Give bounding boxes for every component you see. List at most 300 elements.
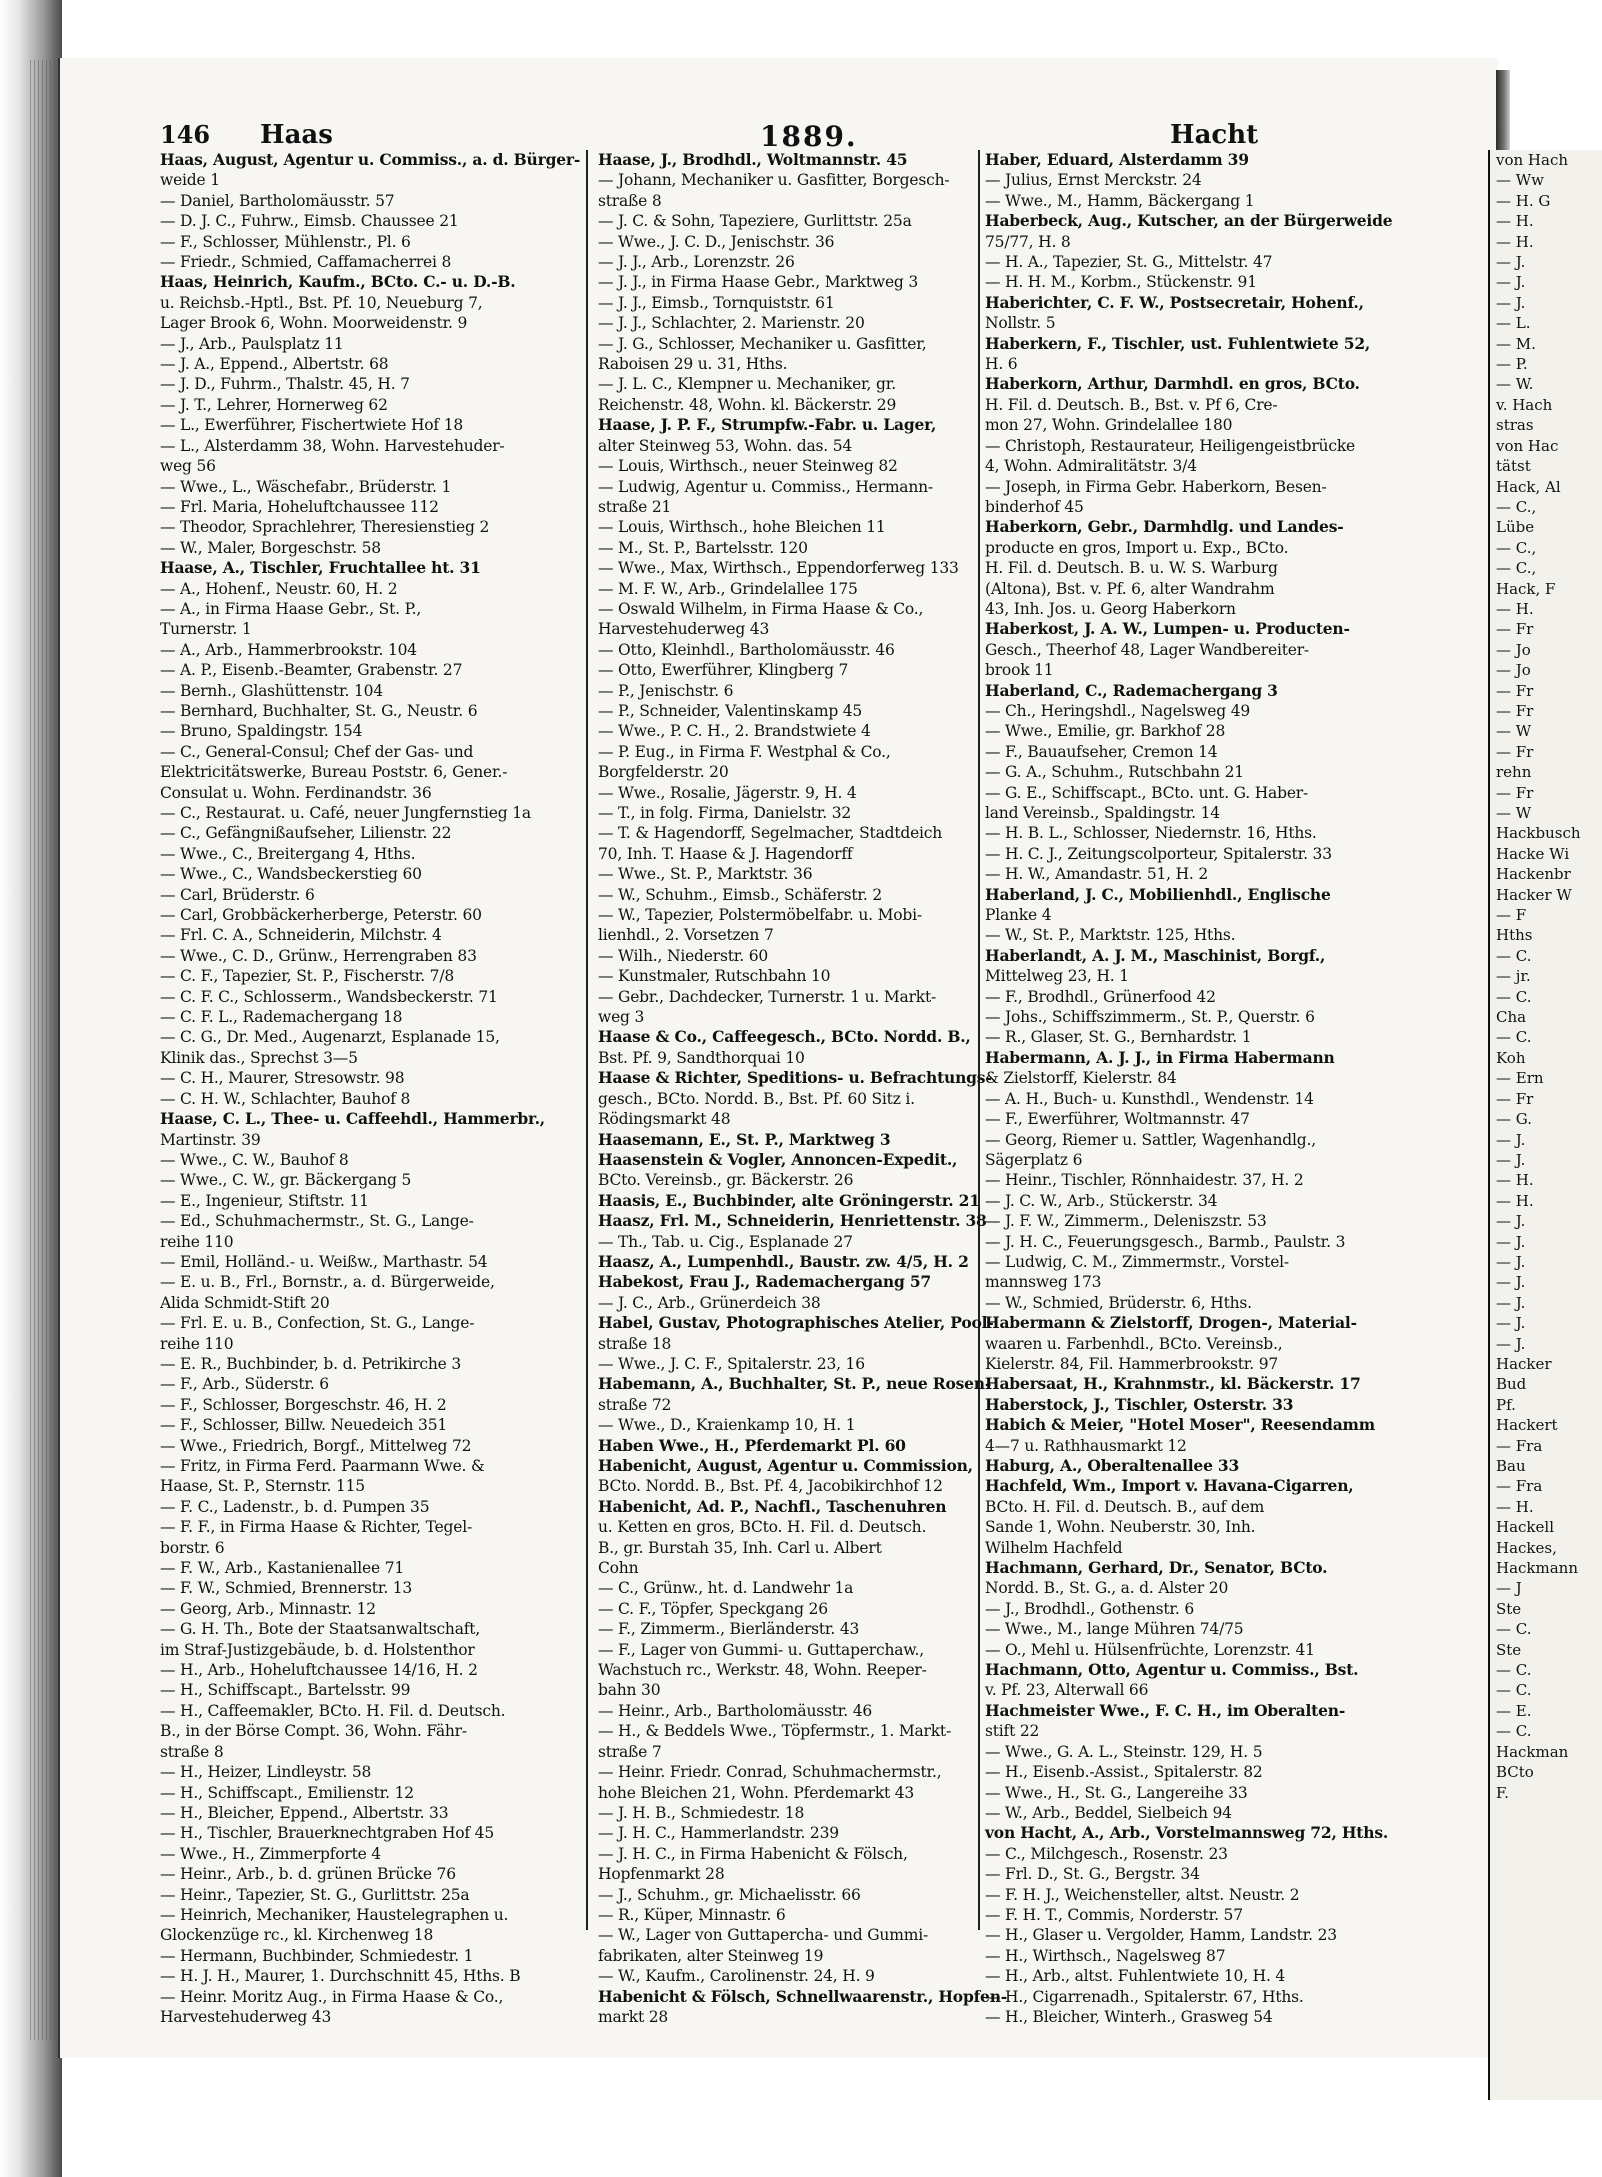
directory-entry-line: Haase, J. P. F., Strumpfw.-Fabr. u. Lager,	[598, 415, 937, 435]
directory-entry-line: — J. G., Schlosser, Mechaniker u. Gasfitter,	[598, 334, 927, 353]
adjacent-page-line: — M.	[1496, 334, 1536, 353]
book-spine-shadow	[0, 0, 62, 2177]
directory-entry-line: — G. A., Schuhm., Rutschbahn 21	[985, 763, 1244, 782]
directory-entry-line: gesch., BCto. Nordd. B., Bst. Pf. 60 Sitz i.	[598, 1089, 915, 1108]
directory-entry-line: straße 7	[598, 1742, 662, 1761]
directory-entry-line: Haberland, C., Rademachergang 3	[985, 680, 1278, 700]
adjacent-page-line: — C.	[1496, 1722, 1532, 1741]
directory-entry-line: alter Steinweg 53, Wohn. das. 54	[598, 436, 853, 455]
directory-entry-line: — Louis, Wirthsch., hohe Bleichen 11	[598, 518, 886, 537]
column-divider	[586, 150, 588, 1930]
directory-entry-line: — Wwe., D., Kraienkamp 10, H. 1	[598, 1416, 856, 1435]
adjacent-page-line: Cha	[1496, 1008, 1527, 1027]
directory-entry-line: Haas, August, Agentur u. Commiss., a. d. Bürger-	[160, 150, 581, 169]
directory-entry-line: — Gebr., Dachdecker, Turnerstr. 1 u. Markt-	[598, 987, 937, 1006]
adjacent-page-line: — H. G	[1496, 191, 1551, 210]
directory-entry-line: — H., Bleicher, Eppend., Albertstr. 33	[160, 1803, 449, 1822]
directory-entry-line: markt 28	[598, 2007, 669, 2026]
directory-column-1	[160, 150, 581, 2026]
directory-entry-line: — Wwe., H., Zimmerpforte 4	[160, 1844, 381, 1863]
directory-entry-line: — H., Caffeemakler, BCto. H. Fil. d. Deutsch.	[160, 1701, 506, 1720]
directory-entry-line: Haburg, A., Oberaltenallee 33	[985, 1456, 1240, 1475]
adjacent-page-line: — G.	[1496, 1110, 1532, 1129]
directory-entry-line: — C., General-Consul; Chef der Gas- und	[160, 742, 474, 761]
directory-entry-line: — E. R., Buchbinder, b. d. Petrikirche 3	[160, 1354, 462, 1373]
adjacent-page-line: Bau	[1496, 1457, 1526, 1475]
adjacent-page-line: — H.	[1496, 1171, 1534, 1190]
directory-entry-line: Haasz, Frl. M., Schneiderin, Henriettenstr. 38	[598, 1211, 987, 1231]
adjacent-page-line: Hack, Al	[1496, 477, 1561, 496]
adjacent-page-line: Pf.	[1496, 1395, 1516, 1414]
directory-entry-line: stift 22	[985, 1722, 1040, 1741]
directory-entry-line: — F. W., Schmied, Brennerstr. 13	[160, 1579, 413, 1598]
directory-entry-line: — Hermann, Buchbinder, Schmiedestr. 1	[160, 1946, 474, 1965]
directory-entry-line: — Heinr., Arb., Bartholomäusstr. 46	[598, 1701, 873, 1720]
directory-entry-line: — J. J., in Firma Haase Gebr., Marktweg 3	[598, 273, 919, 292]
directory-entry-line: — F., Schlosser, Mühlenstr., Pl. 6	[160, 232, 411, 251]
adjacent-page-line: Koh	[1496, 1048, 1526, 1067]
directory-entry-line: — G. E., Schiffscapt., BCto. unt. G. Haber-	[985, 783, 1309, 802]
directory-entry-line: Sande 1, Wohn. Neuberstr. 30, Inh.	[985, 1518, 1256, 1537]
directory-entry-line: — J. F. W., Zimmerm., Deleniszstr. 53	[985, 1212, 1267, 1231]
directory-entry-line: weg 3	[598, 1008, 645, 1027]
directory-entry-line: Haase, J., Brodhdl., Woltmannstr. 45	[598, 150, 908, 169]
directory-entry-line: — Ludwig, Agentur u. Commiss., Hermann-	[598, 477, 933, 496]
directory-entry-line: B., gr. Burstah 35, Inh. Carl u. Albert	[598, 1538, 882, 1557]
directory-entry-line: — E. u. B., Frl., Bornstr., a. d. Bürgerweide,	[160, 1273, 495, 1292]
directory-entry-line: Haberlandt, A. J. M., Maschinist, Borgf.,	[985, 945, 1326, 965]
directory-entry-line: — F., Bauaufseher, Cremon 14	[985, 742, 1218, 761]
directory-entry-line: — J. H. B., Schmiedestr. 18	[598, 1803, 805, 1822]
directory-entry-line: — H., Arb., altst. Fuhlentwiete 10, H. 4	[985, 1967, 1286, 1986]
directory-entry-line: — J. J., Eimsb., Tornquiststr. 61	[598, 293, 835, 312]
adjacent-page-line: Hackmann	[1496, 1559, 1579, 1578]
adjacent-page-line: — H.	[1496, 1191, 1534, 1210]
directory-entry-line: — H., Wirthsch., Nagelsweg 87	[985, 1946, 1226, 1965]
adjacent-page-line: — Fr	[1496, 701, 1534, 720]
adjacent-page-line: — L.	[1496, 314, 1531, 333]
directory-entry-line: bahn 30	[598, 1681, 661, 1700]
adjacent-page-line: — Fra	[1496, 1436, 1543, 1455]
adjacent-page-line: — H.	[1496, 232, 1534, 251]
directory-entry-line: — Wwe., L., Wäschefabr., Brüderstr. 1	[160, 477, 452, 496]
directory-entry-line: — H. W., Amandastr. 51, H. 2	[985, 865, 1209, 884]
directory-entry-line: — Wwe., J. C. D., Jenischstr. 36	[598, 232, 835, 251]
directory-entry-line: — F. C., Ladenstr., b. d. Pumpen 35	[160, 1497, 430, 1516]
directory-entry-line: Habemann, A., Buchhalter, St. P., neue Rosen-	[598, 1374, 992, 1394]
directory-entry-line: — O., Mehl u. Hülsenfrüchte, Lorenzstr. 41	[985, 1640, 1315, 1659]
directory-entry-line: — Frl. Maria, Hoheluftchaussee 112	[160, 497, 439, 516]
directory-entry-line: 43, Inh. Jos. u. Georg Haberkorn	[985, 599, 1236, 618]
directory-entry-line: — Bernh., Glashüttenstr. 104	[160, 681, 383, 700]
directory-entry-line: 4—7 u. Rathhausmarkt 12	[985, 1436, 1187, 1455]
directory-entry-line: Wachstuch rc., Werkstr. 48, Wohn. Reeper-	[598, 1661, 927, 1680]
adjacent-page-line: — F	[1496, 906, 1527, 925]
directory-entry-line: — Otto, Ewerführer, Klingberg 7	[598, 661, 849, 680]
adjacent-page-line: — J.	[1496, 1212, 1526, 1231]
directory-entry-line: — Fritz, in Firma Ferd. Paarmann Wwe. &	[160, 1457, 485, 1475]
adjacent-page-line: — Fr	[1496, 742, 1534, 761]
directory-entry-line: — F., Ewerführer, Woltmannstr. 47	[985, 1110, 1250, 1129]
adjacent-page-line: BCto	[1496, 1763, 1534, 1782]
directory-entry-line: Haben Wwe., H., Pferdemarkt Pl. 60	[598, 1435, 906, 1455]
directory-entry-line: — Ludwig, C. M., Zimmermstr., Vorstel-	[985, 1252, 1289, 1271]
adjacent-page-line: — Jo	[1496, 661, 1531, 680]
directory-entry-line: Wilhelm Hachfeld	[985, 1538, 1123, 1557]
directory-entry-line: — H., Bleicher, Winterh., Grasweg 54	[985, 2007, 1273, 2026]
directory-entry-line: — D. J. C., Fuhrw., Eimsb. Chaussee 21	[160, 212, 459, 231]
directory-entry-line: — P., Jenischstr. 6	[598, 681, 734, 700]
directory-entry-line: — C., Milchgesch., Rosenstr. 23	[985, 1844, 1228, 1863]
directory-entry-line: Habenicht & Fölsch, Schnellwaarenstr., Hopfen-	[598, 1986, 1008, 2006]
directory-entry-line: Rödingsmarkt 48	[598, 1110, 731, 1129]
directory-entry-line: Haase, C. L., Thee- u. Caffeehdl., Hammerbr.,	[160, 1109, 545, 1129]
adjacent-page-line: Hackert	[1496, 1416, 1558, 1435]
directory-entry-line: Haberkorn, Gebr., Darmhdlg. und Landes-	[985, 517, 1344, 537]
adjacent-page-line: von Hach	[1496, 151, 1569, 169]
directory-entry-line: — Christoph, Restaurateur, Heiligengeistbrücke	[985, 436, 1355, 455]
directory-entry-line: Haase & Co., Caffeegesch., BCto. Nordd. B.,	[598, 1027, 971, 1047]
directory-entry-line: Planke 4	[985, 906, 1052, 925]
directory-entry-line: — C. H., Maurer, Stresowstr. 98	[160, 1069, 405, 1088]
adjacent-page-line: — C.	[1496, 987, 1532, 1006]
directory-entry-line: — H., Arb., Hoheluftchaussee 14/16, H. 2	[160, 1661, 478, 1680]
directory-entry-line: Hachfeld, Wm., Import v. Havana-Cigarren,	[985, 1476, 1354, 1496]
adjacent-page-line: — J.	[1496, 1334, 1526, 1353]
directory-entry-line: — G. H. Th., Bote der Staatsanwaltschaft,	[160, 1620, 481, 1639]
adjacent-page-line: — Fr	[1496, 783, 1534, 802]
directory-entry-line: — Theodor, Sprachlehrer, Theresienstieg 2	[160, 518, 490, 537]
directory-entry-line: — W., Tapezier, Polstermöbelfabr. u. Mobi-	[598, 906, 922, 925]
directory-entry-line: — H., Eisenb.-Assist., Spitalerstr. 82	[985, 1763, 1263, 1782]
directory-entry-line: — J. H. C., Hammerlandstr. 239	[598, 1824, 839, 1843]
directory-entry-line: — L., Alsterdamm 38, Wohn. Harvestehuder-	[160, 436, 505, 455]
adjacent-page-line: — J.	[1496, 253, 1526, 272]
adjacent-page-line: — J.	[1496, 273, 1526, 292]
directory-entry-line: — Heinr. Friedr. Conrad, Schuhmachermstr.,	[598, 1763, 942, 1782]
directory-entry-line: Haberbeck, Aug., Kutscher, an der Bürgerweide	[985, 211, 1393, 231]
directory-entry-line: & Zielstorff, Kielerstr. 84	[985, 1069, 1177, 1088]
adjacent-page-line: — C.	[1496, 1028, 1532, 1047]
directory-entry-line: — Heinrich, Mechaniker, Haustelegraphen u.	[160, 1905, 509, 1924]
directory-entry-line: — H., Glaser u. Vergolder, Hamm, Landstr. 23	[985, 1926, 1337, 1945]
adjacent-page-line: — W	[1496, 722, 1532, 741]
directory-entry-line: Consulat u. Wohn. Ferdinandstr. 36	[160, 783, 432, 802]
adjacent-page-line: — H.	[1496, 1497, 1534, 1516]
directory-entry-line: — H., Schiffscapt., Emilienstr. 12	[160, 1783, 414, 1802]
directory-entry-line: — H., Schiffscapt., Bartelsstr. 99	[160, 1681, 411, 1700]
directory-entry-line: — Wwe., C. D., Grünw., Herrengraben 83	[160, 946, 477, 965]
directory-entry-line: mannsweg 173	[985, 1273, 1102, 1292]
adjacent-page-line: Hths	[1496, 926, 1533, 945]
directory-entry-line: Haberkorn, Arthur, Darmhdl. en gros, BCto.	[985, 374, 1360, 394]
directory-entry-line: Borgfelderstr. 20	[598, 763, 729, 782]
directory-entry-line: — W., Arb., Beddel, Sielbeich 94	[985, 1803, 1232, 1822]
directory-entry-line: fabrikaten, alter Steinweg 19	[598, 1946, 824, 1965]
adjacent-page-line: — Fr	[1496, 681, 1534, 700]
directory-entry-line: v. Pf. 23, Alterwall 66	[985, 1681, 1149, 1700]
directory-entry-line: — F., Arb., Süderstr. 6	[160, 1375, 329, 1394]
directory-entry-line: — M. F. W., Arb., Grindelallee 175	[598, 579, 858, 598]
adjacent-page-line: — J.	[1496, 1150, 1526, 1169]
adjacent-page-line: — J.	[1496, 1232, 1526, 1251]
directory-entry-line: straße 8	[160, 1742, 224, 1761]
adjacent-page-line: Hacker W	[1496, 885, 1572, 904]
page-number: 146	[160, 120, 211, 149]
directory-entry-line: lienhdl., 2. Vorsetzen 7	[598, 926, 774, 945]
directory-column-3	[985, 150, 1393, 2026]
adjacent-page-line: — Fra	[1496, 1477, 1543, 1496]
adjacent-page-line: von Hac	[1496, 436, 1559, 455]
adjacent-page-line: tätst	[1496, 457, 1531, 476]
directory-entry-line: Cohn	[598, 1559, 639, 1578]
directory-entry-line: — C. F. C., Schlosserm., Wandsbeckerstr. 71	[160, 987, 498, 1006]
directory-entry-line: — A., Arb., Hammerbrookstr. 104	[160, 640, 417, 659]
directory-entry-line: Alida Schmidt-Stift 20	[160, 1293, 330, 1312]
directory-entry-line: — J., Arb., Paulsplatz 11	[160, 334, 344, 353]
adjacent-page-line: — J	[1496, 1579, 1522, 1598]
directory-entry-line: Elektricitätswerke, Bureau Poststr. 6, Gener.-	[160, 763, 508, 782]
directory-entry-line: — Wwe., H., St. G., Langereihe 33	[985, 1783, 1248, 1802]
directory-entry-line: — C., Restaurat. u. Café, neuer Jungfernstieg 1a	[160, 804, 531, 822]
directory-entry-line: — Joseph, in Firma Gebr. Haberkorn, Besen-	[985, 477, 1327, 496]
directory-entry-line: hohe Bleichen 21, Wohn. Pferdemarkt 43	[598, 1783, 915, 1802]
directory-entry-line: — C. F., Tapezier, St. P., Fischerstr. 7/8	[160, 967, 455, 986]
adjacent-page-line: Hackell	[1496, 1518, 1554, 1537]
directory-entry-line: — Wilh., Niederstr. 60	[598, 946, 769, 965]
directory-entry-line: Mittelweg 23, H. 1	[985, 967, 1129, 986]
directory-entry-line: — Oswald Wilhelm, in Firma Haase & Co.,	[598, 599, 924, 618]
directory-entry-line: — R., Glaser, St. G., Bernhardstr. 1	[985, 1028, 1252, 1047]
directory-entry-line: Harvestehuderweg 43	[598, 620, 770, 639]
directory-entry-line: — Carl, Grobbäckerherberge, Peterstr. 60	[160, 906, 482, 925]
directory-entry-line: Haasz, A., Lumpenhdl., Baustr. zw. 4/5, H. 2	[598, 1251, 969, 1271]
directory-entry-line: — Th., Tab. u. Cig., Esplanade 27	[598, 1232, 853, 1251]
adjacent-page-line: Lübe	[1496, 518, 1535, 537]
directory-entry-line: — J. H. C., Feuerungsgesch., Barmb., Paulstr. 3	[985, 1232, 1346, 1251]
adjacent-page-line: Hackbusch	[1496, 824, 1581, 843]
adjacent-page-line: — J.	[1496, 1273, 1526, 1292]
directory-entry-line: — H. H. M., Korbm., Stückenstr. 91	[985, 273, 1257, 292]
directory-entry-line: — Wwe., Emilie, gr. Barkhof 28	[985, 722, 1226, 741]
adjacent-page-line: — C.	[1496, 1661, 1532, 1680]
adjacent-page-line: — Fr	[1496, 1089, 1534, 1108]
directory-entry-line: straße 8	[598, 191, 662, 210]
adjacent-page-line: stras	[1496, 416, 1534, 435]
directory-entry-line: Hachmann, Otto, Agentur u. Commiss., Bst.	[985, 1660, 1359, 1680]
directory-entry-line: Kielerstr. 84, Fil. Hammerbrookstr. 97	[985, 1354, 1279, 1373]
adjacent-page-line: — C.	[1496, 1620, 1532, 1639]
adjacent-page-line: Hackes,	[1496, 1538, 1557, 1557]
directory-entry-line: — Ch., Heringshdl., Nagelsweg 49	[985, 701, 1251, 720]
directory-entry-line: — J. C., Arb., Grünerdeich 38	[598, 1293, 821, 1312]
directory-entry-line: Haas, Heinrich, Kaufm., BCto. C.- u. D.-B.	[160, 272, 516, 292]
directory-entry-line: Hachmeister Wwe., F. C. H., im Oberalten-	[985, 1700, 1346, 1720]
adjacent-page-line: Ste	[1496, 1599, 1522, 1618]
directory-entry-line: Harvestehuderweg 43	[160, 2007, 332, 2026]
directory-entry-line: — Johann, Mechaniker u. Gasfitter, Borgesch-	[598, 171, 950, 190]
directory-entry-line: — Wwe., Rosalie, Jägerstr. 9, H. 4	[598, 783, 857, 802]
directory-entry-line: Klinik das., Sprechst 3—5	[160, 1048, 358, 1067]
directory-entry-line: Habermann, A. J. J., in Firma Habermann	[985, 1047, 1335, 1067]
directory-entry-line: — Heinr., Tischler, Rönnhaidestr. 37, H. 2	[985, 1171, 1304, 1190]
directory-entry-line: — Wwe., Max, Wirthsch., Eppendorferweg 133	[598, 559, 959, 578]
directory-entry-line: — A. H., Buch- u. Kunsthdl., Wendenstr. 14	[985, 1089, 1314, 1108]
adjacent-page-line: v. Hach	[1496, 395, 1553, 414]
adjacent-page-line: F.	[1496, 1783, 1509, 1802]
directory-entry-line: — H. J. H., Maurer, 1. Durchschnitt 45, Hths. B	[160, 1967, 521, 1986]
directory-entry-line: H. Fil. d. Deutsch. B. u. W. S. Warburg	[985, 559, 1278, 578]
directory-entry-line: waaren u. Farbenhdl., BCto. Vereinsb.,	[985, 1334, 1283, 1353]
directory-entry-line: Haasemann, E., St. P., Marktweg 3	[598, 1129, 891, 1149]
header-year: 1889.	[760, 120, 858, 153]
directory-entry-line: — M., St. P., Bartelsstr. 120	[598, 538, 808, 557]
directory-entry-line: — Julius, Ernst Merckstr. 24	[985, 171, 1202, 190]
adjacent-page-line: — C.,	[1496, 538, 1537, 557]
directory-entry-line: — P., Schneider, Valentinskamp 45	[598, 701, 863, 720]
directory-entry-line: Bst. Pf. 9, Sandthorquai 10	[598, 1048, 805, 1067]
adjacent-page-line: Hacke Wi	[1496, 844, 1570, 863]
directory-entry-line: straße 21	[598, 497, 672, 516]
directory-entry-line: (Altona), Bst. v. Pf. 6, alter Wandrahm	[985, 579, 1275, 598]
adjacent-page-line: Ste	[1496, 1640, 1522, 1659]
directory-entry-line: — Wwe., C., Breitergang 4, Hths.	[160, 844, 416, 863]
adjacent-page-line: — P.	[1496, 355, 1528, 374]
adjacent-page-line: — C.,	[1496, 497, 1537, 516]
directory-entry-line: — F. H. T., Commis, Norderstr. 57	[985, 1905, 1243, 1924]
directory-entry-line: Haase, A., Tischler, Fruchtallee ht. 31	[160, 558, 481, 578]
adjacent-page-line: — J.	[1496, 1252, 1526, 1271]
directory-entry-line: — H., Heizer, Lindleystr. 58	[160, 1763, 372, 1782]
directory-entry-line: — Ed., Schuhmachermstr., St. G., Lange-	[160, 1212, 474, 1231]
directory-entry-line: — W., St. P., Marktstr. 125, Hths.	[985, 926, 1236, 945]
directory-entry-line: — Wwe., G. A. L., Steinstr. 129, H. 5	[985, 1742, 1263, 1761]
directory-entry-line: Haase & Richter, Speditions- u. Befrachtungs-	[598, 1068, 992, 1088]
adjacent-page-line: — J.	[1496, 293, 1526, 312]
directory-entry-line: — E., Ingenieur, Stiftstr. 11	[160, 1191, 369, 1210]
directory-entry-line: — J. J., Schlachter, 2. Marienstr. 20	[598, 314, 865, 333]
adjacent-page-line: — W.	[1496, 375, 1534, 394]
adjacent-page-line: Hackman	[1496, 1742, 1569, 1761]
directory-entry-line: — Otto, Kleinhdl., Bartholomäusstr. 46	[598, 640, 895, 659]
directory-entry-line: — W., Lager von Guttapercha- und Gummi-	[598, 1926, 928, 1945]
directory-entry-line: — A., in Firma Haase Gebr., St. P.,	[160, 599, 422, 618]
adjacent-page-line: — C.	[1496, 1681, 1532, 1700]
directory-entry-line: — Daniel, Bartholomäusstr. 57	[160, 191, 395, 210]
directory-entry-line: weide 1	[160, 171, 220, 190]
adjacent-page-line: — J.	[1496, 1293, 1526, 1312]
directory-entry-line: — F., Zimmerm., Bierländerstr. 43	[598, 1620, 860, 1639]
adjacent-page-line: — W	[1496, 804, 1532, 822]
directory-entry-line: — Wwe., J. C. F., Spitalerstr. 23, 16	[598, 1354, 865, 1373]
directory-entry-line: — C. F. L., Rademachergang 18	[160, 1008, 403, 1027]
directory-entry-line: Reichenstr. 48, Wohn. kl. Bäckerstr. 29	[598, 395, 897, 414]
directory-entry-line: — H., Tischler, Brauerknechtgraben Hof 45	[160, 1824, 494, 1843]
directory-entry-line: H. 6	[985, 355, 1018, 374]
directory-entry-line: — R., Küper, Minnastr. 6	[598, 1905, 786, 1924]
directory-entry-line: producte en gros, Import u. Exp., BCto.	[985, 538, 1289, 557]
directory-entry-line: — Carl, Brüderstr. 6	[160, 885, 315, 904]
directory-entry-line: reihe 110	[160, 1232, 234, 1251]
directory-entry-line: — Wwe., C. W., Bauhof 8	[160, 1150, 349, 1169]
adjacent-page-line: Bud	[1496, 1375, 1527, 1394]
directory-entry-line: — F. W., Arb., Kastanienallee 71	[160, 1559, 405, 1578]
directory-entry-line: von Hacht, A., Arb., Vorstelmannsweg 72, Hths.	[985, 1823, 1389, 1843]
directory-entry-line: Sägerplatz 6	[985, 1150, 1083, 1169]
directory-entry-line: — Emil, Holländ.- u. Weißw., Marthastr. 54	[160, 1252, 488, 1271]
directory-entry-line: — F., Schlosser, Billw. Neuedeich 351	[160, 1416, 448, 1435]
directory-entry-line: Haasenstein & Vogler, Annoncen-Expedit.,	[598, 1149, 958, 1169]
directory-entry-line: u. Reichsb.-Hptl., Bst. Pf. 10, Neueburg 7,	[160, 293, 483, 312]
directory-entry-line: — Wwe., St. P., Marktstr. 36	[598, 865, 813, 884]
directory-entry-line: Habenicht, August, Agentur u. Commission,	[598, 1456, 973, 1475]
directory-entry-line: mon 27, Wohn. Grindelallee 180	[985, 416, 1233, 435]
adjacent-page-line: — Jo	[1496, 640, 1531, 659]
directory-entry-line: land Vereinsb., Spaldingstr. 14	[985, 804, 1220, 822]
directory-entry-line: H. Fil. d. Deutsch. B., Bst. v. Pf 6, Cre-	[985, 395, 1278, 414]
directory-entry-line: — W., Schmied, Brüderstr. 6, Hths.	[985, 1293, 1252, 1312]
adjacent-page-line: — C.	[1496, 946, 1532, 965]
directory-entry-line: — Frl. C. A., Schneiderin, Milchstr. 4	[160, 926, 442, 945]
directory-entry-line: Habermann & Zielstorff, Drogen-, Material-	[985, 1313, 1357, 1333]
directory-entry-line: brook 11	[985, 661, 1054, 680]
adjacent-page-line: — J.	[1496, 1314, 1526, 1333]
directory-entry-line: Haberkost, J. A. W., Lumpen- u. Producten-	[985, 619, 1350, 639]
directory-entry-line: — F. F., in Firma Haase & Richter, Tegel-	[160, 1518, 473, 1537]
adjacent-page-line: — Fr	[1496, 620, 1534, 639]
directory-entry-line: — Kunstmaler, Rutschbahn 10	[598, 967, 831, 986]
directory-entry-line: — H. B. L., Schlosser, Niedernstr. 16, Hths.	[985, 824, 1317, 843]
adjacent-page-line: rehn	[1496, 763, 1532, 782]
adjacent-page-line: — E.	[1496, 1701, 1532, 1720]
directory-entry-line: — H., Cigarrenadh., Spitalerstr. 67, Hths.	[985, 1987, 1304, 2006]
directory-entry-line: — W., Maler, Borgeschstr. 58	[160, 538, 381, 557]
directory-entry-line: — Wwe., M., Hamm, Bäckergang 1	[985, 191, 1255, 210]
directory-entry-line: — J., Schuhm., gr. Michaelisstr. 66	[598, 1885, 861, 1904]
directory-entry-line: — Frl. E. u. B., Confection, St. G., Lange-	[160, 1314, 475, 1333]
directory-entry-line: — Heinr., Arb., b. d. grünen Brücke 76	[160, 1865, 456, 1884]
directory-entry-line: — T. & Hagendorff, Segelmacher, Stadtdeich	[598, 824, 943, 843]
directory-entry-line: Lager Brook 6, Wohn. Moorweidenstr. 9	[160, 314, 468, 333]
directory-entry-line: Raboisen 29 u. 31, Hths.	[598, 355, 788, 374]
directory-entry-line: reihe 110	[160, 1334, 234, 1353]
directory-entry-line: — F. H. J., Weichensteller, altst. Neustr. 2	[985, 1885, 1300, 1904]
directory-entry-line: Haberichter, C. F. W., Postsecretair, Hohenf.,	[985, 292, 1364, 312]
header-right-guide-word: Hacht	[1170, 120, 1259, 150]
directory-entry-line: im Straf-Justizgebäude, b. d. Holstenthor	[160, 1640, 475, 1659]
directory-entry-line: — L., Ewerführer, Fischertwiete Hof 18	[160, 416, 464, 435]
directory-entry-line: — J. L. C., Klempner u. Mechaniker, gr.	[598, 375, 896, 394]
directory-entry-line: — Frl. D., St. G., Bergstr. 34	[985, 1865, 1200, 1884]
directory-entry-line: B., in der Börse Compt. 36, Wohn. Fähr-	[160, 1722, 467, 1741]
adjacent-page-line: Hacker	[1496, 1354, 1552, 1373]
adjacent-page-line: Hackenbr	[1496, 865, 1571, 884]
directory-entry-line: — Heinr., Tapezier, St. G., Gurlittstr. 25a	[160, 1885, 470, 1904]
adjacent-page-fragment	[1488, 150, 1602, 2100]
directory-entry-line: Nordd. B., St. G., a. d. Alster 20	[985, 1579, 1229, 1598]
directory-entry-line: — C., Gefängnißaufseher, Lilienstr. 22	[160, 824, 452, 843]
directory-entry-line: — J. A., Eppend., Albertstr. 68	[160, 355, 389, 374]
directory-entry-line: — C., Grünw., ht. d. Landwehr 1a	[598, 1579, 854, 1598]
directory-entry-line: — P. Eug., in Firma F. Westphal & Co.,	[598, 742, 891, 761]
directory-entry-line: borstr. 6	[160, 1538, 225, 1557]
directory-entry-line: Habich & Meier, "Hotel Moser", Reesendamm	[985, 1415, 1375, 1435]
directory-entry-line: Gesch., Theerhof 48, Lager Wandbereiter-	[985, 640, 1309, 659]
directory-entry-line: straße 18	[598, 1334, 672, 1353]
directory-entry-line: 4, Wohn. Admiralitätstr. 3/4	[985, 457, 1197, 476]
directory-entry-line: — T., in folg. Firma, Danielstr. 32	[598, 804, 852, 822]
adjacent-page-line: — J.	[1496, 1130, 1526, 1149]
